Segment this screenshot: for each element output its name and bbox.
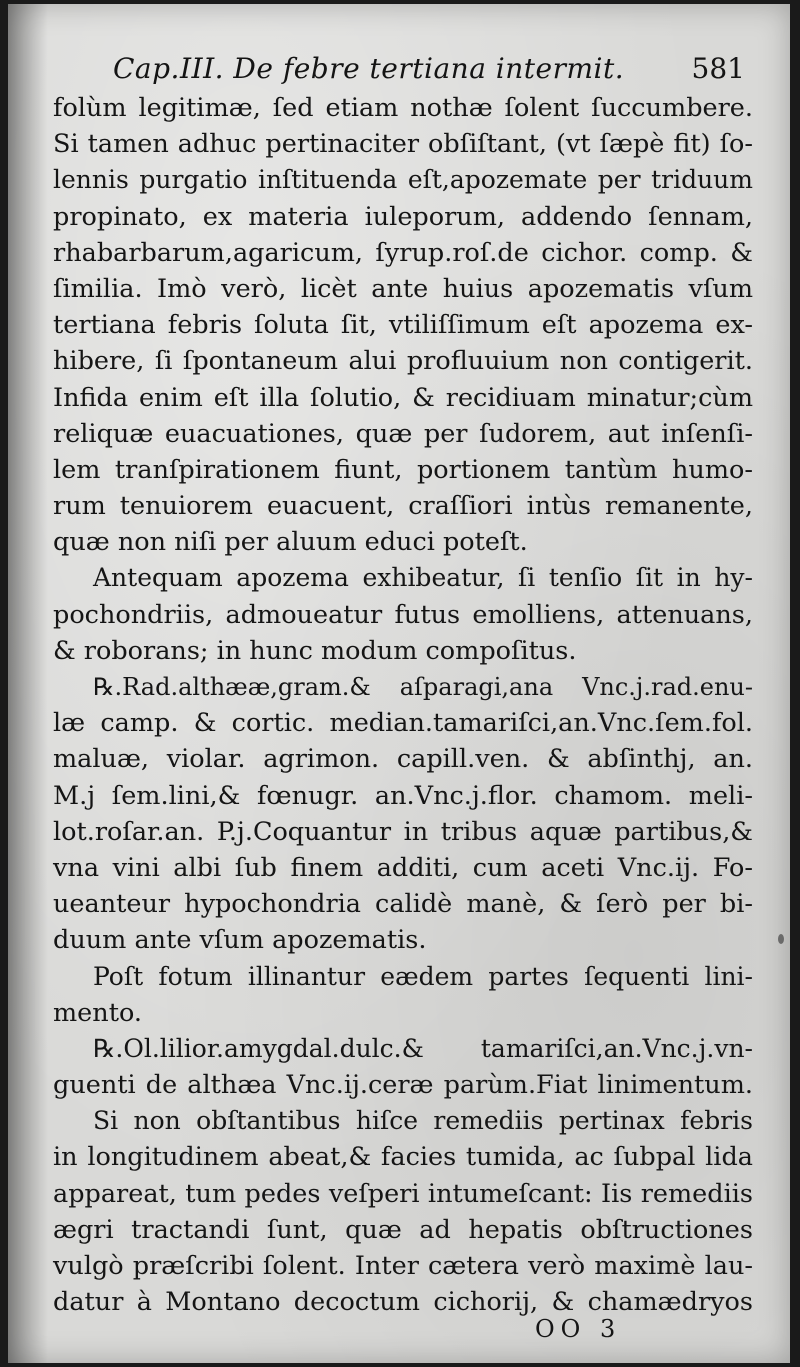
text-line: ueanteur hypochondria calidè manè, & ſerò per bi- xyxy=(53,889,753,920)
text-line: pochondriis, admoueatur futus emolliens, attenuans, xyxy=(53,599,753,630)
text-line: appareat, tum pedes veſperi intumeſcant: Iis remediis xyxy=(53,1178,753,1209)
text-line: mento. xyxy=(53,997,142,1028)
page-header xyxy=(113,52,753,92)
text-line: Infida enim eſt illa ſolutio, & recidiuam minatur;cùm xyxy=(53,382,753,413)
ink-speck xyxy=(778,934,784,944)
text-line: vulgò præſcribi ſolent. Inter cætera verò maximè lau- xyxy=(53,1251,753,1281)
signature-mark: OO 3 xyxy=(535,1315,622,1343)
page-number: 581 xyxy=(691,52,745,85)
text-line: M.j ſem.lini,& fœnugr. an.Vnc.j.flor. chamom. meli- xyxy=(53,780,753,811)
text-line: vna vini albi ſub finem additi, cum aceti Vnc.ij. Fo- xyxy=(53,852,753,883)
text-line: ægri tractandi ſunt, quæ ad hepatis obſtructiones xyxy=(53,1214,753,1245)
text-line: tertiana febris ſoluta ſit, vtiliſſimum eſt apozema ex- xyxy=(53,310,753,341)
text-line: Poſt fotum illinantur eædem partes ſequenti lini- xyxy=(93,961,753,991)
body-text xyxy=(53,90,753,1320)
text-line: ℞.Rad.althææ,gram.& aſparagi,ana Vnc.j.rad.enu- xyxy=(93,673,753,701)
text-line: Antequam apozema exhibeatur, ſi tenſio ſit in hy- xyxy=(93,563,753,593)
text-line: lot.roſar.an. P.j.Coquantur in tribus aquæ partibus,& xyxy=(53,816,753,847)
text-line: datur à Montano decoctum cichorij, & chamædryos xyxy=(53,1287,753,1318)
text-line: hibere, ſi ſpontaneum alui profluuium non contigerit. xyxy=(53,346,753,377)
text-line: folùm legitimæ, ſed etiam nothæ ſolent ſuccumbere. xyxy=(53,93,753,123)
text-line: lem tranſpirationem fiunt, portionem tantùm humo- xyxy=(53,454,753,485)
text-line: læ camp. & cortic. median.tamariſci,an.Vnc.ſem.fol. xyxy=(53,708,753,739)
text-line: & roborans; in hunc modum compoſitus. xyxy=(53,635,577,666)
gutter-shadow xyxy=(8,4,48,1363)
text-line: Si tamen adhuc pertinaciter obſiſtant, (vt ſæpè fit) ſo- xyxy=(53,129,753,160)
text-line: lennis purgatio inſtituenda eſt,apozemate per triduum xyxy=(53,165,753,195)
text-line: maluæ, violar. agrimon. capill.ven. & abſinthj, an. xyxy=(53,744,753,775)
running-head: Cap.III. De febre tertiana intermit. xyxy=(113,52,625,85)
text-line: propinato, ex materia iuleporum, addendo ſennam, xyxy=(53,201,753,232)
text-line: ſimilia. Imò verò, licèt ante huius apozematis vſum xyxy=(53,273,753,304)
book-page xyxy=(8,4,790,1363)
text-line: in longitudinem abeat,& facies tumida, ac ſubpal lida xyxy=(53,1142,753,1173)
text-line: rhabarbarum,agaricum, ſyrup.roſ.de cichor. comp. & xyxy=(53,237,753,268)
text-line: rum tenuiorem euacuent, craſſiori intùs remanente, xyxy=(53,491,753,522)
text-line: ℞.Ol.lilior.amygdal.dulc.& tamariſci,an.Vnc.j.vn- xyxy=(93,1033,753,1063)
text-line: duum ante vſum apozematis. xyxy=(53,925,427,956)
text-line: reliquæ euacuationes, quæ per ſudorem, aut inſenſi- xyxy=(53,418,753,449)
text-line: Si non obſtantibus hiſce remediis pertinax febris xyxy=(93,1106,753,1136)
text-line: quæ non niſi per aluum educi poteſt. xyxy=(53,527,528,558)
text-line: guenti de althæa Vnc.ij.ceræ parùm.Fiat linimentum. xyxy=(53,1070,753,1101)
